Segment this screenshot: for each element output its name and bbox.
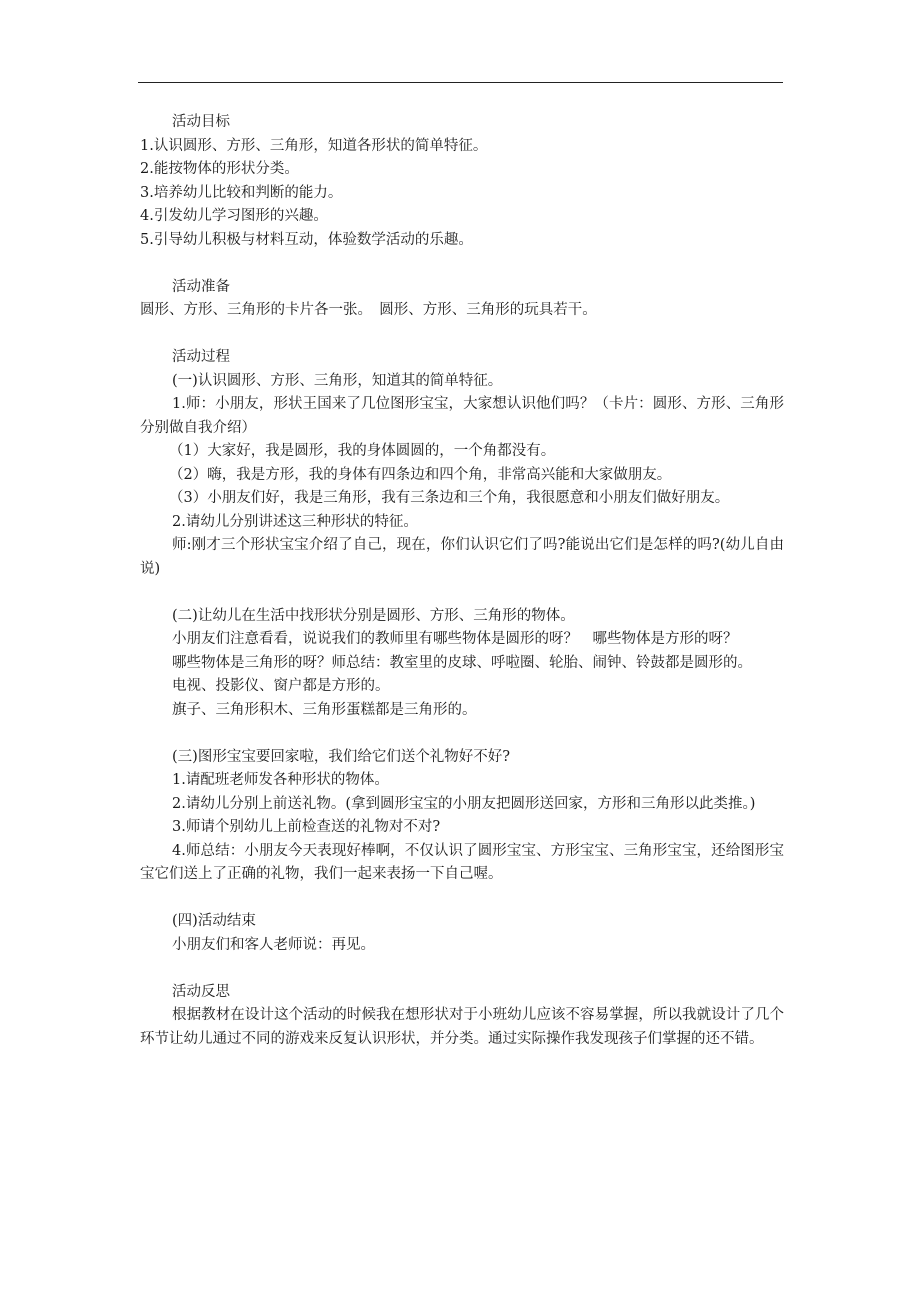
section-process-part1 bbox=[140, 346, 784, 581]
process-part2-p2: 哪些物体是三角形的呀？师总结：教室里的皮球、呼啦圈、轮胎、闹钟、铃鼓都是圆形的。 bbox=[172, 654, 752, 671]
section-reflection bbox=[140, 981, 784, 1052]
process-part3-title: (三)图形宝宝要回家啦，我们给它们送个礼物好不好? bbox=[172, 748, 511, 765]
header-rule bbox=[138, 82, 783, 83]
process-part1-sub3: （3）小朋友们好，我是三角形，我有三条边和三个角，我很愿意和小朋友们做好朋友。 bbox=[169, 490, 730, 506]
process-part3-p4: 4.师总结：小朋友今天表现好棒啊，不仅认识了圆形宝宝、方形宝宝、三角形宝宝，还给图形宝宝它们送上了正确的礼物，我们一起来表扬一下自己喔。 bbox=[140, 842, 784, 882]
process-part3-p1: 1.请配班老师发各种形状的物体。 bbox=[172, 772, 389, 788]
section-process-part3 bbox=[140, 746, 784, 887]
process-part2-p4: 旗子、三角形积木、三角形蛋糕都是三角形的。 bbox=[172, 701, 477, 718]
process-part2-title: (二)让幼儿在生活中找形状分别是圆形、方形、三角形的物体。 bbox=[172, 607, 575, 624]
reflection-text: 根据教材在设计这个活动的时候我在想形状对于小班幼儿应该不容易掌握，所以我就设计了几个环节让幼儿通过不同的游戏来反复认识形状，并分类。通过实际操作我发现孩子们掌握的还不错。 bbox=[140, 1007, 784, 1047]
section-heading-goals: 活动目标 bbox=[172, 114, 230, 130]
section-prep bbox=[140, 276, 784, 323]
section-heading-prep: 活动准备 bbox=[172, 278, 230, 295]
goal-item-4: 4.引发幼儿学习图形的兴趣。 bbox=[140, 208, 328, 224]
section-process-part2 bbox=[140, 605, 784, 723]
goal-item-1: 1.认识圆形、方形、三角形，知道各形状的简单特征。 bbox=[140, 137, 488, 154]
process-part3-p3: 3.师请个别幼儿上前检查送的礼物对不对? bbox=[172, 819, 441, 835]
section-process-part4 bbox=[140, 910, 784, 957]
section-heading-process: 活动过程 bbox=[172, 349, 230, 365]
process-part4-p1: 小朋友们和客人老师说：再见。 bbox=[172, 936, 375, 953]
process-part2-p3: 电视、投影仪、窗户都是方形的。 bbox=[172, 678, 390, 694]
process-part1-p3: 师:刚才三个形状宝宝介绍了自己，现在，你们认识它们了吗?能说出它们是怎样的吗?(幼儿自由说) bbox=[140, 537, 784, 577]
section-heading-reflection: 活动反思 bbox=[172, 983, 230, 1000]
goal-item-2: 2.能按物体的形状分类。 bbox=[140, 161, 299, 177]
document-body bbox=[140, 111, 784, 1075]
process-part4-title: (四)活动结束 bbox=[172, 913, 256, 929]
process-part1-p1: 1.师：小朋友，形状王国来了几位图形宝宝，大家想认识他们吗？（卡片：圆形、方形、三角形分别做自我介绍） bbox=[140, 396, 784, 436]
process-part1-sub2: （2）嗨，我是方形，我的身体有四条边和四个角，非常高兴能和大家做朋友。 bbox=[169, 466, 672, 483]
goal-item-3: 3.培养幼儿比较和判断的能力。 bbox=[140, 184, 343, 201]
process-part3-p2: 2.请幼儿分别上前送礼物。(拿到圆形宝宝的小朋友把圆形送回家，方形和三角形以此类推。) bbox=[172, 795, 756, 812]
process-part1-title: (一)认识圆形、方形、三角形，知道其的简单特征。 bbox=[172, 372, 503, 389]
process-part2-p1: 小朋友们注意看看，说说我们的教师里有哪些物体是圆形的呀？ 哪些物体是方形的呀？ bbox=[172, 631, 738, 647]
goal-item-5: 5.引导幼儿积极与材料互动，体验数学活动的乐趣。 bbox=[140, 231, 473, 248]
process-part1-sub1: （1）大家好，我是圆形，我的身体圆圆的，一个角都没有。 bbox=[169, 443, 556, 459]
section-goals bbox=[140, 111, 784, 252]
process-part1-p2: 2.请幼儿分别讲述这三种形状的特征。 bbox=[172, 513, 418, 530]
prep-text: 圆形、方形、三角形的卡片各一张。 圆形、方形、三角形的玩具若干。 bbox=[140, 302, 597, 318]
